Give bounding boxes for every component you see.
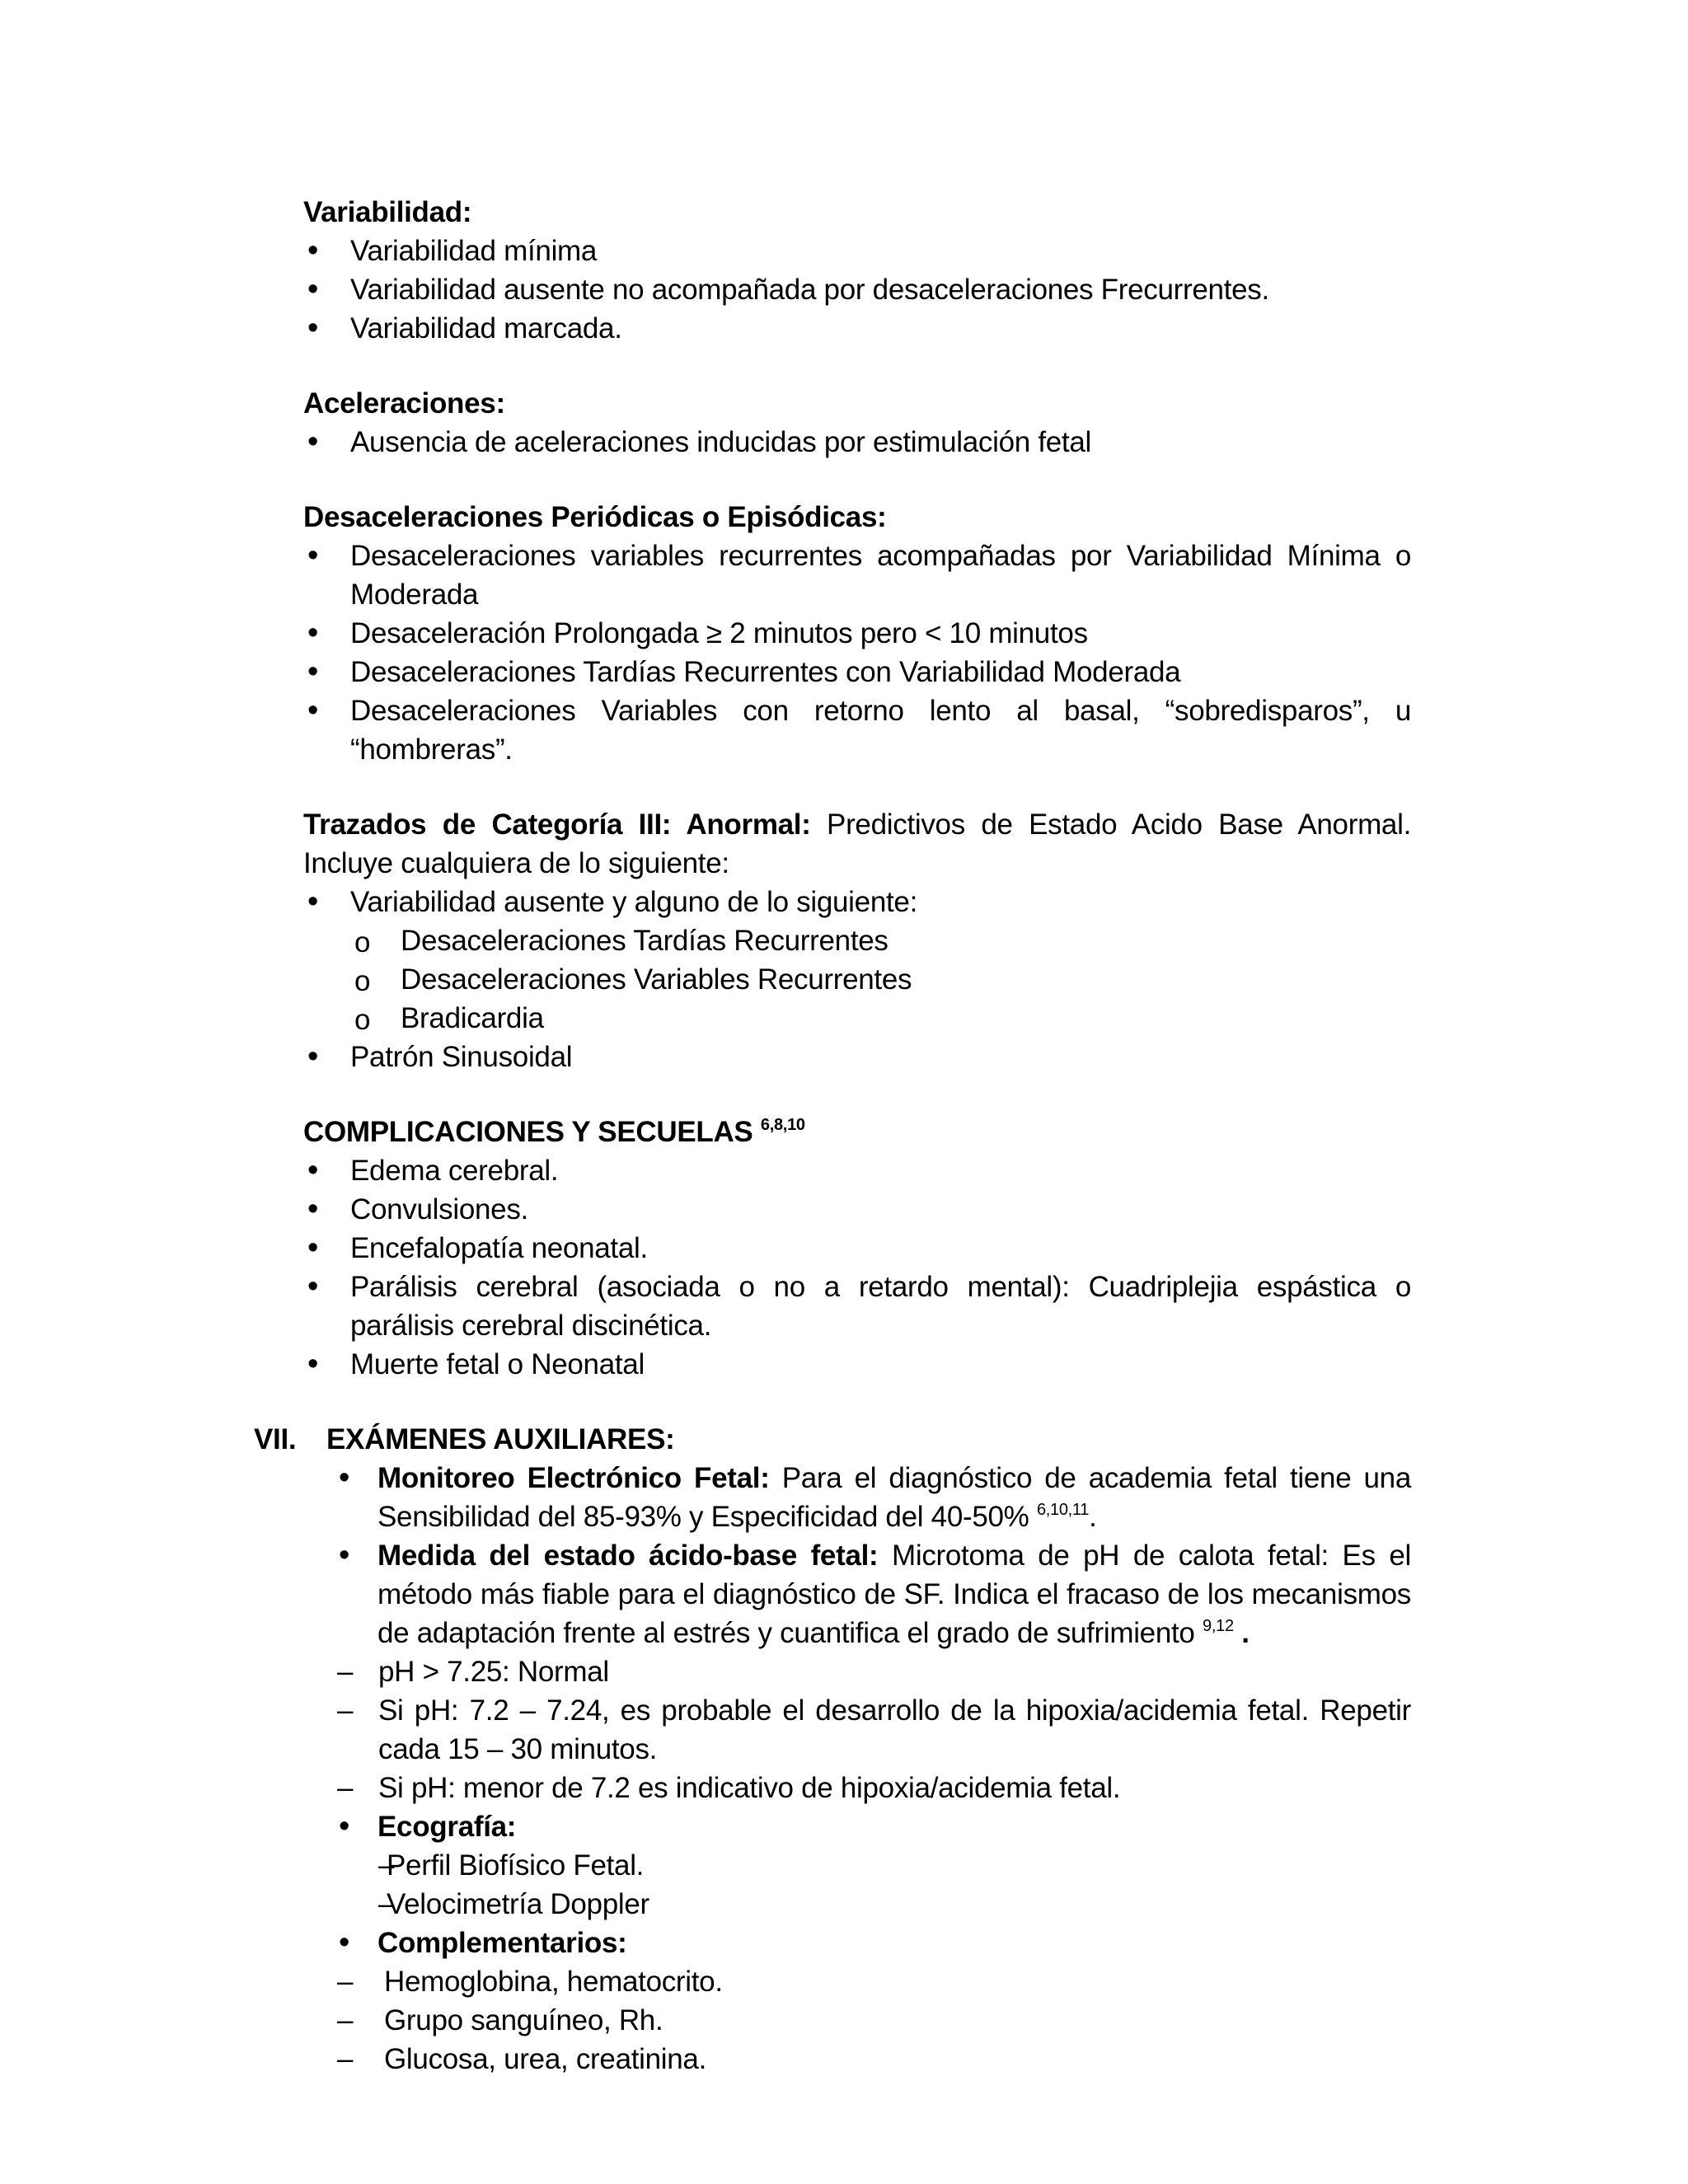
- list-item: • Parálisis cerebral (asociada o no a retardo mental): Cuadriplejia espástica o parálisis cerebral discinética.: [303, 1268, 1411, 1345]
- list-categoria-3: [303, 883, 1411, 1076]
- heading-categoria-3: Trazados de Categoría III: Anormal:: [303, 808, 811, 841]
- list-aceleraciones: [303, 423, 1411, 462]
- dash-item: – Grupo sanguíneo, Rh.: [331, 2001, 1411, 2040]
- categoria-3-intro: [303, 805, 1411, 883]
- complicaciones-title: COMPLICACIONES Y SECUELAS: [303, 1116, 753, 1148]
- section-number: VII.: [254, 1423, 297, 1455]
- list-complicaciones: [303, 1151, 1411, 1384]
- dash-item: – Hemoglobina, hematocrito.: [331, 1962, 1411, 2001]
- list-item: • Convulsiones.: [303, 1190, 1411, 1229]
- reference-superscript: 6,8,10: [760, 1116, 805, 1134]
- complementarios-label: Complementarios:: [377, 1927, 627, 1959]
- ecografia-label: Ecografía:: [377, 1811, 517, 1843]
- dash-item: – pH > 7.25: Normal: [331, 1652, 1411, 1691]
- sub-list-item: o Desaceleraciones Variables Recurrentes: [303, 960, 1411, 999]
- section-complicaciones: [303, 1113, 1411, 1384]
- acido-base-text: Microtoma de pH de calota fetal: Es el método más fiable para el diagnóstico de SF. Indica el fracaso de los mecanismos de adaptación frente al estrés y cuantifica el grado de sufrimiento: [377, 1540, 1411, 1649]
- dash-item: – Velocimetría Doppler: [331, 1885, 1411, 1924]
- heading-variabilidad: Variabilidad:: [303, 196, 472, 228]
- list-item: • Desaceleraciones Tardías Recurrentes con Variabilidad Moderada: [303, 653, 1411, 691]
- sub-list-item: o Desaceleraciones Tardías Recurrentes: [303, 921, 1411, 960]
- heading-examenes: [254, 1420, 1411, 1459]
- section-variabilidad: [303, 193, 1411, 348]
- monitoreo-end: .: [1089, 1501, 1097, 1533]
- list-item: • Muerte fetal o Neonatal: [303, 1345, 1411, 1384]
- heading-complicaciones: [303, 1113, 1411, 1151]
- section-categoria-3: [303, 805, 1411, 1076]
- list-item: • Patrón Sinusoidal: [303, 1038, 1411, 1076]
- list-examenes: [331, 1459, 1411, 2079]
- list-item: • Variabilidad mínima: [303, 232, 1411, 270]
- dash-item: – Si pH: menor de 7.2 es indicativo de hipoxia/acidemia fetal.: [331, 1769, 1411, 1807]
- list-item-complementarios: [331, 1924, 1411, 1962]
- list-item: • Ausencia de aceleraciones inducidas por estimulación fetal: [303, 423, 1411, 462]
- sub-list-item: o Bradicardia: [303, 999, 1411, 1038]
- list-item: • Variabilidad ausente y alguno de lo siguiente:: [303, 883, 1411, 921]
- list-item: • Variabilidad marcada.: [303, 309, 1411, 348]
- heading-desaceleraciones: Desaceleraciones Periódicas o Episódicas:: [303, 501, 887, 533]
- reference-superscript: 6,10,11: [1036, 1501, 1090, 1519]
- dash-item: – Glucosa, urea, creatinina.: [331, 2040, 1411, 2079]
- reference-superscript: 9,12: [1203, 1617, 1234, 1635]
- document-content: [254, 193, 1411, 2079]
- list-variabilidad: [303, 232, 1411, 348]
- acido-base-label: Medida del estado ácido-base fetal:: [377, 1540, 879, 1572]
- monitoreo-text: Para el diagnóstico de academia fetal tiene una Sensibilidad del 85-93% y Especificidad del 40-50%: [377, 1462, 1411, 1533]
- list-item: • Edema cerebral.: [303, 1151, 1411, 1190]
- list-item-monitoreo: [331, 1459, 1411, 1536]
- categoria-3-text: Predictivos de Estado Acido Base Anormal. Incluye cualquiera de lo siguiente:: [303, 808, 1411, 879]
- list-desaceleraciones: [303, 537, 1411, 769]
- monitoreo-label: Monitoreo Electrónico Fetal:: [377, 1462, 770, 1494]
- section-desaceleraciones: [303, 498, 1411, 769]
- list-item-acido-base: [331, 1536, 1411, 1652]
- list-item-ecografia: [331, 1807, 1411, 1846]
- list-item: • Variabilidad ausente no acompañada por desaceleraciones Frecurrentes.: [303, 270, 1411, 309]
- list-item: • Desaceleraciones Variables con retorno lento al basal, “sobredisparos”, u “hombreras”.: [303, 691, 1411, 769]
- list-item: • Desaceleración Prolongada ≥ 2 minutos pero < 10 minutos: [303, 614, 1411, 653]
- section-aceleraciones: [303, 384, 1411, 462]
- dash-item: – Perfil Biofísico Fetal.: [331, 1846, 1411, 1885]
- heading-aceleraciones: Aceleraciones:: [303, 387, 505, 419]
- acido-base-end: .: [1233, 1617, 1250, 1649]
- dash-item: – Si pH: 7.2 – 7.24, es probable el desarrollo de la hipoxia/acidemia fetal. Repetir cada 15 – 30 minutos.: [331, 1691, 1411, 1769]
- list-item: • Desaceleraciones variables recurrentes acompañadas por Variabilidad Mínima o Moderada: [303, 537, 1411, 614]
- list-item: • Encefalopatía neonatal.: [303, 1229, 1411, 1268]
- examenes-title: EXÁMENES AUXILIARES:: [326, 1423, 675, 1455]
- section-examenes: [254, 1420, 1411, 2079]
